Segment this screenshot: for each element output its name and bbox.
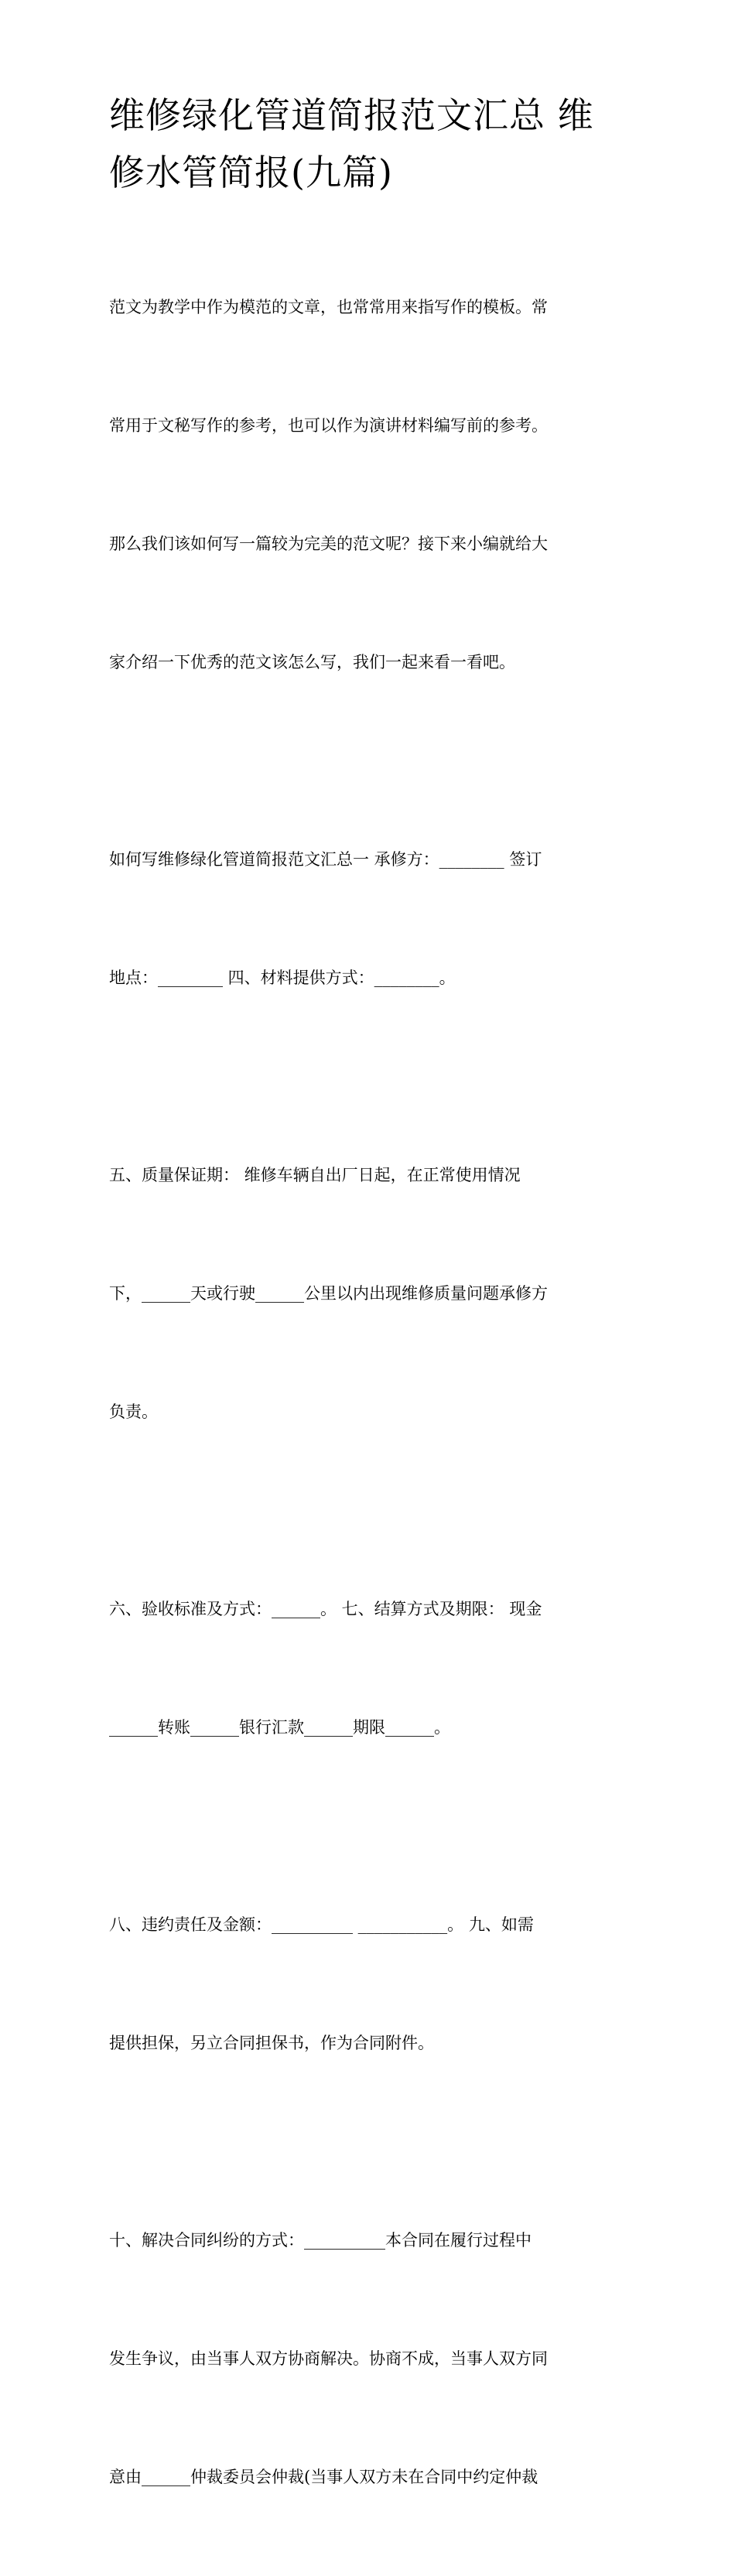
text-line: 六、验收标准及方式：______。 七、结算方式及期限： 现金 — [109, 1600, 542, 1618]
text-line: 如何写维修绿化管道简报范文汇总一 承修方：________ 签订 — [109, 850, 542, 869]
text-line: 地点：________ 四、材料提供方式：________。 — [109, 969, 456, 987]
text-line: 十、解决合同纠纷的方式：__________本合同在履行过程中 — [109, 2231, 532, 2250]
text-line: 常用于文秘写作的参考，也可以作为演讲材料编写前的参考。 — [109, 416, 548, 435]
document-page — [109, 87, 629, 2576]
liability-paragraph — [109, 1826, 629, 2142]
title-line: 维修绿化管道简报范文汇总 维 — [109, 94, 594, 136]
text-line: 提供担保，另立合同担保书，作为合同附件。 — [109, 2034, 434, 2052]
text-line: 负责。 — [109, 1402, 158, 1421]
text-line: 意由______仲裁委员会仲裁(当事人双方未在合同中约定仲裁 — [109, 2468, 538, 2486]
text-line: 八、违约责任及金额：__________ ___________。 九、如需 — [109, 1915, 534, 1934]
warranty-paragraph — [109, 1077, 629, 1511]
text-line: 发生争议，由当事人双方协商解决。协商不成，当事人双方同 — [109, 2349, 548, 2368]
intro-paragraph — [109, 209, 629, 761]
title-line: 修水管简报(九篇) — [109, 152, 393, 193]
document-title — [109, 87, 629, 201]
dispute-paragraph — [109, 2142, 629, 2576]
text-line: ______转账______银行汇款______期限______。 — [109, 1718, 450, 1737]
text-line: 家介绍一下优秀的范文该怎么写，我们一起来看一看吧。 — [109, 653, 515, 671]
acceptance-payment-paragraph — [109, 1511, 629, 1826]
text-line: 那么我们该如何写一篇较为完美的范文呢？接下来小编就给大 — [109, 535, 548, 553]
text-line: 五、质量保证期： 维修车辆自出厂日起，在正常使用情况 — [109, 1166, 521, 1184]
text-line: 范文为教学中作为模范的文章，也常常用来指写作的模板。常 — [109, 298, 548, 316]
contract-header-paragraph — [109, 761, 629, 1077]
text-line: 下，______天或行驶______公里以内出现维修质量问题承修方 — [109, 1284, 548, 1303]
